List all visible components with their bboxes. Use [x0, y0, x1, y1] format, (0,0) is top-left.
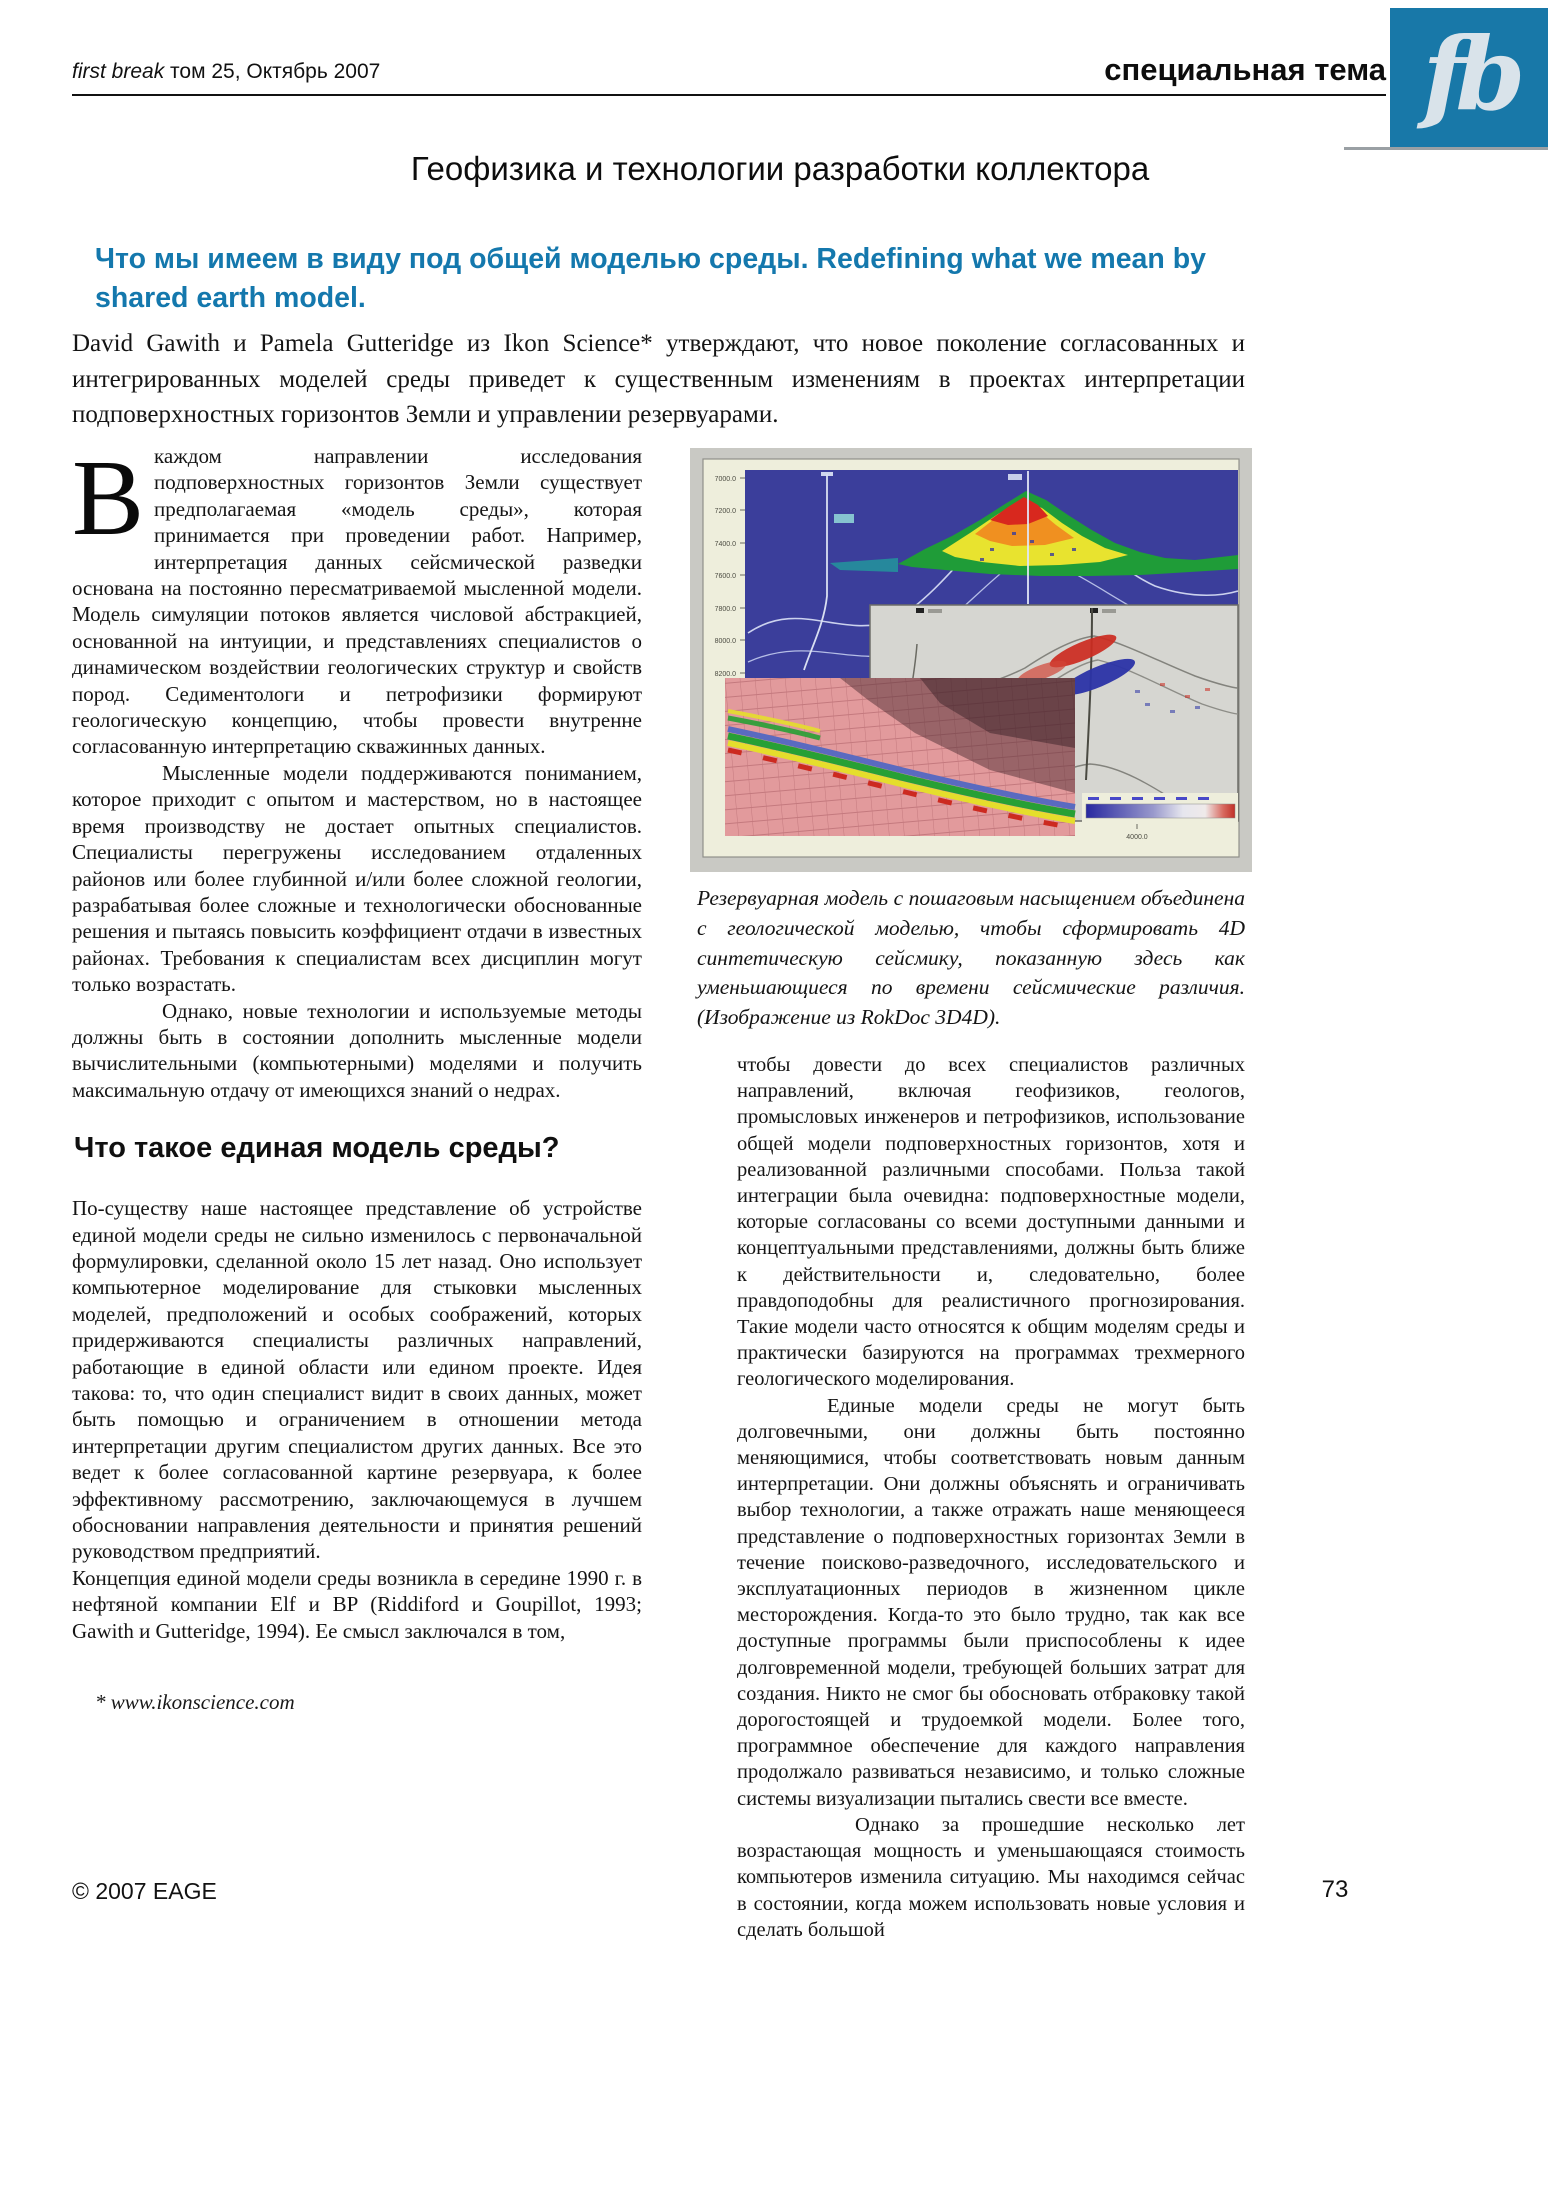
body-paragraph: чтобы довести до всех специалистов различных направлений, включая геофизиков, геологов, промысловых инженеров и петрофизиков, использование общей модели подповерхностных горизонтов, хотя и реализованной различными способами. Польза такой интеграции была очевидна: подповерхностные модели, которые согласованы со всеми доступными данными и концептуальными представлениями, должны быть ближе к действительности и, следовательно, более правдоподобны для реалистичного прогнозирования. Такие модели часто относятся к общим моделям среды и практически базируются на программах трехмерного геологического моделирования. — [737, 1054, 1245, 1391]
logo-underline — [1344, 147, 1548, 150]
body-paragraph: Однако, новые технологии и используемые методы должны быть в состоянии дополнить мысленные модели вычислительными (компьютерными) моделями и получить максимальную отдачу от имеющихся знаний о недрах. — [72, 998, 642, 1102]
axis-tick-label: 8000.0 — [714, 638, 736, 645]
figure-caption: Резервуарная модель с пошаговым насыщением объединена с геологической моделью, чтобы сформировать 4D синтетическую сейсмику, показанную здесь как уменьшающиеся по времени сейсмические различия. (Изображение из RokDoc 3D4D). — [697, 886, 1245, 1030]
section-theme-label: специальная тема — [1104, 52, 1386, 87]
axis-tick-label: 7800.0 — [714, 606, 736, 613]
intro-paragraph: David Gawith и Pamela Gutteridge из Ikon Science* утверждают, что новое поколение согласованных и интегрированных моделей среды приведет к существенным изменениям в проектах интерпретации подповерхностных горизонтов Земли и управлении резервуарами. — [72, 330, 1245, 428]
body-paragraph: Концепция единой модели среды возникла в середине 1990 г. в нефтяной компании Elf и BP (Riddiford и Goupillot, 1993; Gawith и Gutteridge, 1994). Ее смысл заключался в том, — [72, 1565, 642, 1643]
body-paragraph — [72, 439, 642, 760]
journal-name: first break — [72, 60, 165, 83]
fb-logo-text: fb — [1422, 15, 1516, 133]
body-paragraph: По-существу наше настоящее представление об устройстве единой модели среды не сильно изменилось с первоначальной формулировки, сделанной около 15 лет назад. Оно использует компьютерное моделирование для стыковки мысленных моделей, предположений и особых соображений, которых придерживаются специалисты различных направлений, работающие в единой области или едином проекте. Идея такова: то, что один специалист видит в своих данных, может быть помощью и ограничением в отношении метода интерпретации другим специалистом других данных. Все это ведет к более согласованной картине резервуара, к более эффективному рассмотрению, заключающемуся в лучшем обосновании направления деятельности и принятия решений руководством предприятий. — [72, 1196, 642, 1564]
geomodel-inset — [725, 678, 1075, 836]
page-title: Геофизика и технологии разработки коллектора — [410, 150, 1150, 187]
axis-tick-label: 7000.0 — [714, 476, 736, 483]
article-subtitle: Что мы имеем в виду под общей моделью среды. Redefining what we mean by shared earth model. — [95, 243, 1206, 314]
axis-tick-label: 4000.0 — [1126, 834, 1148, 841]
journal-header — [72, 60, 380, 84]
body-paragraph: Единые модели среды не могут быть долговечными, они должны быть постоянно меняющимися, чтобы соответствовать новым данным интерпретации. Они должны объяснять и ограничивать выбор технологии, а также отражать наше меняющееся представление о подповерхностных горизонтах Земли в течение поисково-разведочного, исследовательского и эксплуатационных периодов в жизненном цикле месторождения. Когда-то это было трудно, так как все доступные программы были приспособлены к идее долговременной модели, требующей больших затрат для создания. Никто не смог бы обосновать отбраковку такой дорогостоящей и трудоемкой модели. Более того, программное обеспечение для каждого направления продолжало развиваться независимо, и только сложные системы визуализации пытались свести все вместе. — [737, 1394, 1245, 1810]
drop-cap: В — [72, 439, 145, 558]
seismic-figure — [690, 448, 1252, 872]
fb-logo — [1390, 8, 1548, 148]
left-column — [72, 439, 642, 1644]
header-rule — [72, 94, 1386, 96]
body-paragraph: Мысленные модели поддерживаются пониманием, которое приходит с опытом и мастерством, но в настоящее время производству не достает опытных специалистов. Специалисты перегружены исследованием отдаленных районов или более глубинной и/или более сложной геологии, разрабатывая более сложные и технологически обоснованные решения и пытаясь повысить коэффициент отдачи в известных районах. Требования к специалистам всех дисциплин могут только возрастать. — [72, 760, 642, 997]
section-heading: Что такое единая модель среды? — [74, 1132, 560, 1165]
axis-tick-label: 7400.0 — [714, 541, 736, 548]
page-number: 73 — [1321, 1876, 1349, 1903]
paragraph-text: каждом направлении исследования подповерхностных горизонтов Земли существует предполагаемая «модель среды», которая принимается при проведении работ. Например, интерпретация данных сейсмической разведки основана на постоянно пересматриваемой мысленной модели. Модель симуляции потоков является числовой абстракцией, основанной на интуиции, и представлениях специалистов о динамическом воздействии геологических структур и свойств пород. Седиментологи и петрофизики формируют геологическую концепцию, чтобы провести внутренне согласованную интерпретацию скважинных данных. — [72, 444, 642, 759]
body-paragraph: Однако за прошедшие несколько лет возрастающая мощность и уменьшающаяся стоимость компьютеров изменила ситуацию. Мы находимся сейчас в состоянии, когда можем использовать новые условия и сделать большой — [737, 1813, 1245, 1941]
axis-tick-label: 7200.0 — [714, 508, 736, 515]
seismic-figure-svg — [690, 448, 1252, 872]
axis-tick-label: 8200.0 — [714, 671, 736, 678]
journal-issue: том 25, Октябрь 2007 — [164, 60, 381, 83]
right-column — [737, 1052, 1245, 1943]
footnote-url: * www.ikonscience.com — [95, 1690, 295, 1714]
amplitude-colorbar — [1082, 793, 1238, 823]
axis-tick-label: 7600.0 — [714, 573, 736, 580]
copyright: © 2007 EAGE — [72, 1878, 217, 1904]
